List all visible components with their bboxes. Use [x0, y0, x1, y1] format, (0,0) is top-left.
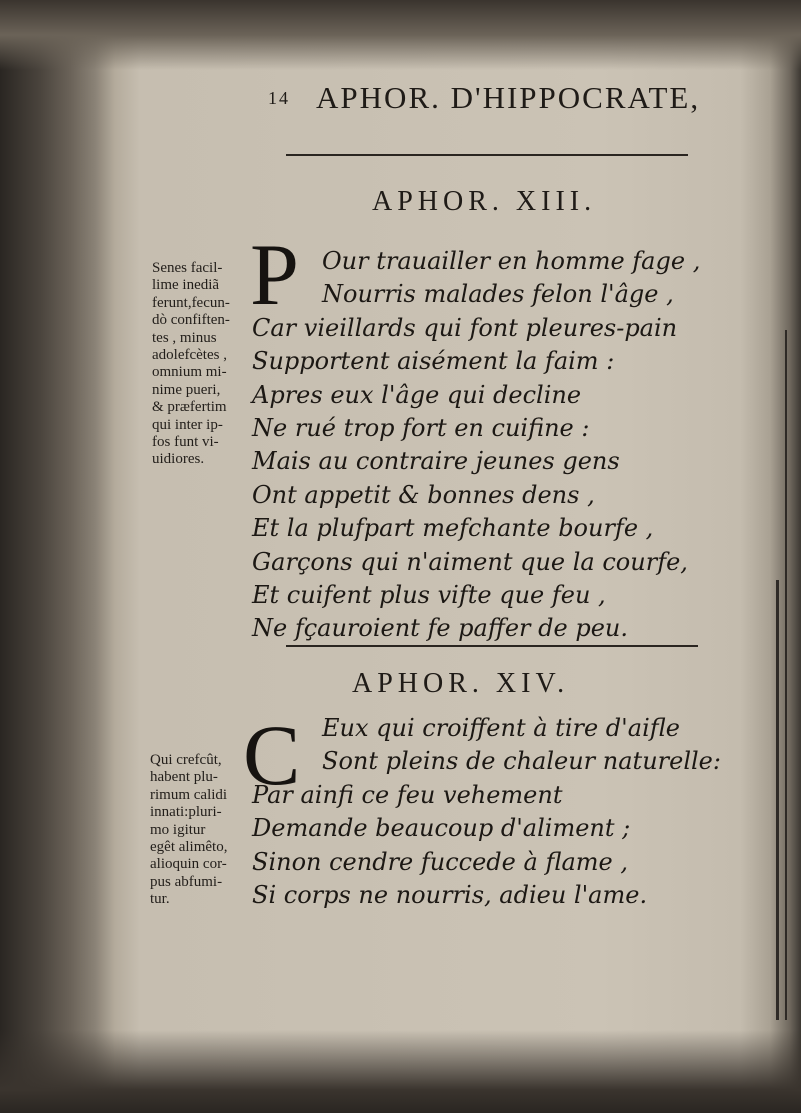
verse-line: Eux qui croiffent à tire d'aifle — [322, 714, 680, 742]
margin-note-line: innati:pluri- — [150, 804, 222, 821]
drop-cap: C — [243, 707, 301, 803]
margin-note-line: mo igitur — [150, 821, 206, 838]
verse-line: Supportent aisément la faim : — [252, 347, 615, 376]
verse-line: Si corps ne nourris, adieu l'ame. — [252, 881, 648, 910]
margin-note-line: egêt alimêto, — [150, 839, 228, 856]
margin-note-line: ferunt,fecun- — [152, 294, 230, 311]
section-heading: APHOR. XIII. — [372, 186, 597, 217]
margin-note-line: fos funt vi- — [152, 434, 219, 451]
verse-line: Our trauailler en homme fage , — [322, 247, 701, 275]
section-divider-rule — [286, 645, 698, 647]
running-head — [268, 80, 701, 124]
verse-line: Et cuifent plus vifte que feu , — [252, 581, 606, 610]
french-verse — [252, 245, 701, 646]
margin-note-line: uidiores. — [152, 451, 205, 468]
margin-note-line: tur. — [150, 891, 170, 908]
verse-line: Mais au contraire jeunes gens — [252, 447, 620, 476]
margin-note-line: habent plu- — [150, 769, 218, 786]
verse-line: Ne rué trop fort en cuifine : — [252, 414, 590, 443]
page-number: 14 — [268, 88, 290, 108]
page-gutter-shadow-top — [0, 0, 801, 70]
verse-line: Ne fçauroient fe paffer de peu. — [252, 614, 628, 643]
verse-line: Demande beaucoup d'aliment ; — [252, 814, 631, 843]
verse-line: Apres eux l'âge qui decline — [252, 380, 582, 409]
page-edge-line — [776, 580, 779, 1020]
margin-note-line: adolefcètes , — [152, 347, 227, 364]
latin-margin-note — [150, 752, 227, 909]
margin-note-line: Senes facil- — [152, 260, 223, 276]
verse-line: Nourris malades felon l'âge , — [322, 280, 674, 309]
verse-line: Sinon cendre fuccede à flame , — [252, 847, 628, 876]
drop-cap: P — [250, 227, 299, 324]
verse-line: Garçons qui n'aiment que la courfe, — [252, 547, 688, 576]
latin-margin-note — [152, 260, 230, 469]
page-edge-line — [785, 330, 787, 1020]
running-head-title: APHOR. D'HIPPOCRATE, — [316, 80, 701, 115]
verse-line: Par ainfi ce feu vehement — [252, 780, 563, 809]
section-divider-rule — [286, 154, 688, 156]
margin-note-line: lime inediã — [152, 277, 220, 294]
margin-note-line: omnium mi- — [152, 364, 227, 381]
section-heading: APHOR. XIV. — [352, 668, 570, 699]
french-verse — [252, 712, 721, 912]
verse-line: Car vieillards qui font pleures-pain — [252, 313, 678, 342]
page-gutter-shadow-bottom — [0, 1030, 801, 1113]
margin-note-line: & præfertim — [152, 399, 227, 416]
verse-line: Sont pleins de chaleur naturelle: — [322, 747, 721, 776]
margin-note-line: alioquin cor- — [150, 856, 227, 873]
margin-note-line: rimum calidi — [150, 786, 228, 803]
margin-note-line: Qui crefcût, — [150, 752, 222, 768]
margin-note-line: tes , minus — [152, 329, 217, 346]
verse-line: Ont appetit & bonnes dens , — [252, 480, 595, 509]
margin-note-line: pus abfumi- — [150, 873, 223, 890]
margin-note-line: qui inter ip- — [152, 416, 223, 433]
margin-note-line: nime pueri, — [152, 381, 221, 398]
margin-note-line: dò confiften- — [152, 312, 230, 329]
verse-line: Et la plufpart mefchante bourfe , — [252, 514, 654, 543]
